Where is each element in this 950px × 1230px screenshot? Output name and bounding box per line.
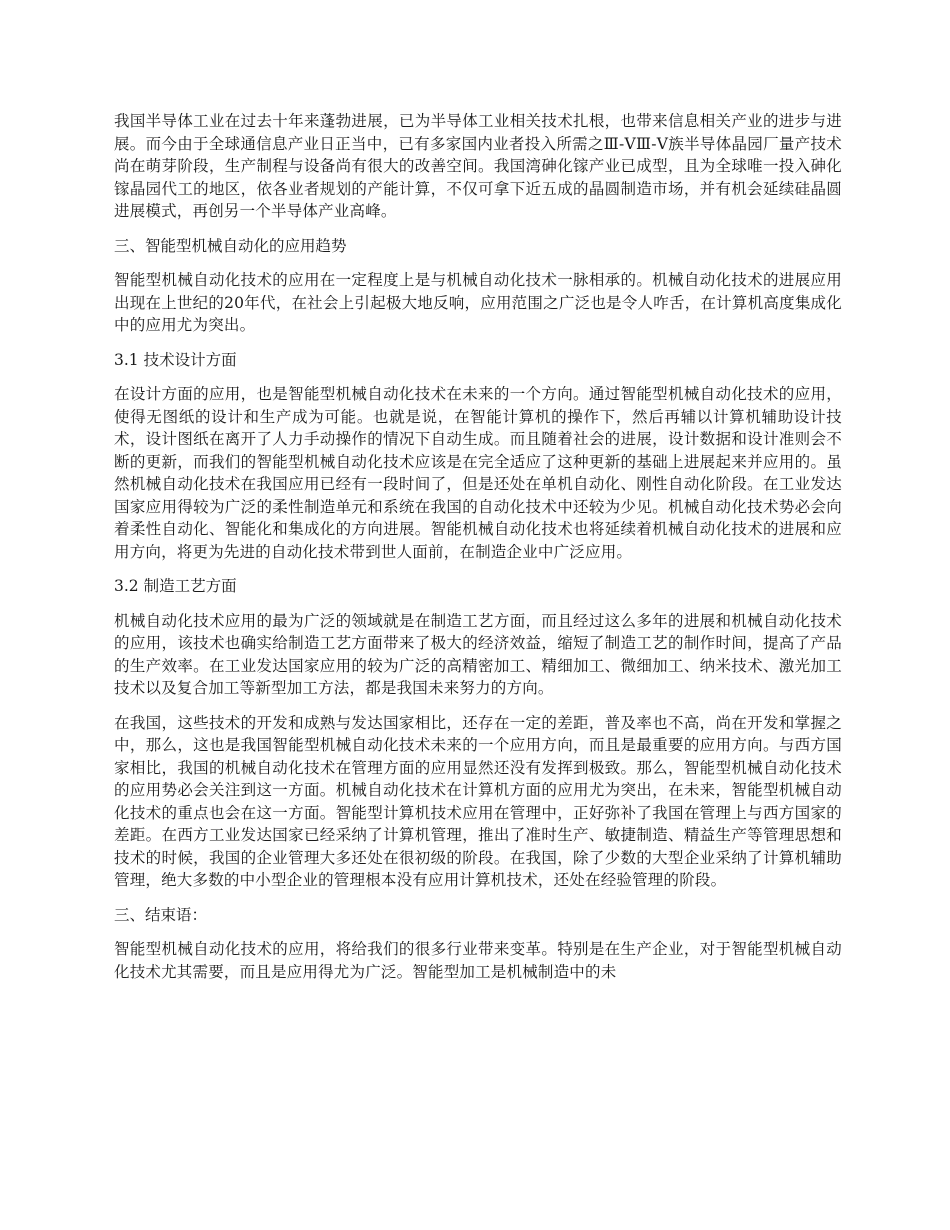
document-page bbox=[114, 110, 842, 995]
paragraph-management-application: 在我国，这些技术的开发和成熟与发达国家相比，还存在一定的差距，普及率也不高，尚在开发和掌握之中，那么，这也是我国智能型机械自动化技术未来的一个应用方向，而且是最重要的应用方向。与西方国家相比，我国的机械自动化技术在管理方面的应用显然还没有发挥到极致。那么，智能型机械自动化技术的应用势必会关注到这一方面。机械自动化技术在计算机方面的应用尤为突出，在未来，智能型机械自动化技术的重点也会在这一方面。智能型计算机技术应用在管理中，正好弥补了我国在管理上与西方国家的差距。在西方工业发达国家已经采纳了计算机管理，推出了准时生产、敏捷制造、精益生产等管理思想和技术的时候，我国的企业管理大多还处在很初级的阶段。在我国，除了少数的大型企业采纳了计算机辅助管理，绝大多数的中小型企业的管理根本没有应用计算机技术，还处在经验管理的阶段。 bbox=[114, 713, 842, 889]
subsection-heading-technical-design: 3.1 技术设计方面 bbox=[114, 350, 237, 369]
section-heading-application-trends: 三、智能型机械自动化的应用趋势 bbox=[114, 236, 347, 255]
paragraph-automation-overview: 智能型机械自动化技术的应用在一定程度上是与机械自动化技术一脉相承的。机械自动化技术的进展应用出现在上世纪的20年代，在社会上引起极大地反响，应用范围之广泛也是令人咋舌，在计算机高度集成化中的应用尤为突出。 bbox=[114, 271, 842, 334]
section-heading-conclusion: 三、结束语： bbox=[114, 905, 208, 924]
paragraph-technical-design: 在设计方面的应用，也是智能型机械自动化技术在未来的一个方向。通过智能型机械自动化技术的应用，使得无图纸的设计和生产成为可能。也就是说，在智能计算机的操作下，然后再辅以计算机辅助设计技术，设计图纸在离开了人力手动操作的情况下自动生成。而且随着社会的进展，设计数据和设计准则会不断的更新，而我们的智能型机械自动化技术应该是在完全适应了这种更新的基础上进展起来并应用的。虽然机械自动化技术在我国应用已经有一段时间了，但是还处在单机自动化、刚性自动化阶段。在工业发达国家应用得较为广泛的柔性制造单元和系统在我国的自动化技术中还较为少见。机械自动化技术势必会向着柔性自动化、智能化和集成化的方向进展。智能机械自动化技术也将延续着机械自动化技术的进展和应用方向，将更为先进的自动化技术带到世人面前，在制造企业中广泛应用。 bbox=[114, 385, 842, 561]
paragraph-conclusion: 智能型机械自动化技术的应用，将给我们的很多行业带来变革。特别是在生产企业，对于智能型机械自动化技术尤其需要，而且是应用得尤为广泛。智能型加工是机械制造中的未 bbox=[114, 940, 842, 981]
paragraph-semiconductor-industry: 我国半导体工业在过去十年来蓬勃进展，已为半导体工业相关技术扎根，也带来信息相关产业的进步与进展。而今由于全球通信息产业日正当中，已有多家国内业者投入所需之Ⅲ-ⅤⅢ-Ⅴ族半导体晶园厂量产技术尚在萌芽阶段，生产制程与设备尚有很大的改善空间。我国湾砷化镓产业已成型，且为全球唯一投入砷化镓晶园代工的地区，依各业者规划的产能计算，不仅可拿下近五成的晶圆制造市场，并有机会延续硅晶圆进展模式，再创另一个半导体产业高峰。 bbox=[114, 112, 842, 220]
paragraph-manufacturing-process: 机械自动化技术应用的最为广泛的领域就是在制造工艺方面，而且经过这么多年的进展和机械自动化技术的应用，该技术也确实给制造工艺方面带来了极大的经济效益，缩短了制造工艺的制作时间，提高了产品的生产效率。在工业发达国家应用的较为广泛的高精密加工、精细加工、微细加工、纳米技术、激光加工技术以及复合加工等新型加工方法，都是我国未来努力的方向。 bbox=[114, 611, 842, 697]
subsection-heading-manufacturing-process: 3.2 制造工艺方面 bbox=[114, 577, 237, 595]
